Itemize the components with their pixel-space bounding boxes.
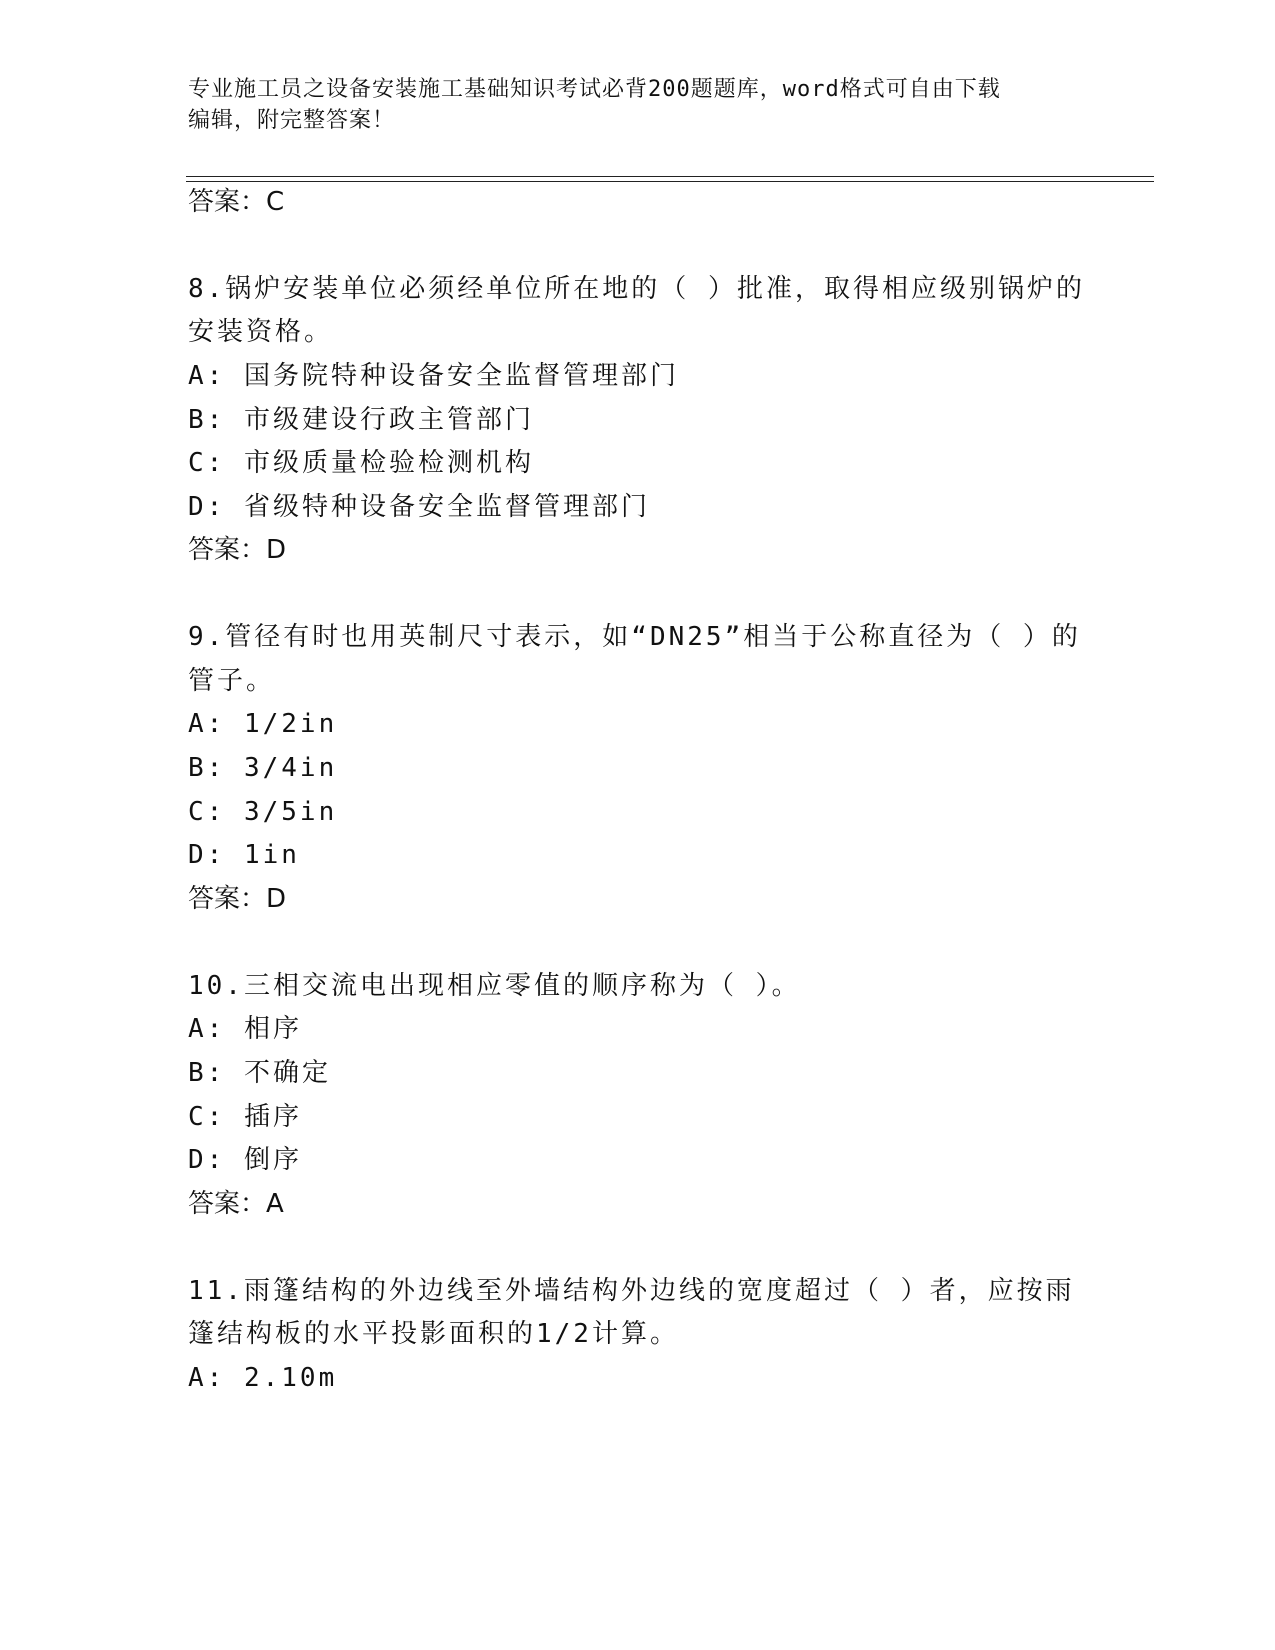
question-10-option-c: C: 插序 bbox=[188, 1102, 302, 1132]
question-11-stem-line-1: 11.雨篷结构的外边线至外墙结构外边线的宽度超过（ ）者，应按雨 bbox=[188, 1276, 1075, 1306]
question-10-stem-line-1: 10.三相交流电出现相应零值的顺序称为（ ）。 bbox=[188, 971, 801, 1001]
question-10-option-a: A: 相序 bbox=[188, 1014, 302, 1044]
question-8-answer: 答案：D bbox=[188, 535, 287, 565]
previous-answer: 答案：C bbox=[188, 187, 285, 217]
question-10-answer: 答案：A bbox=[188, 1189, 284, 1219]
question-9-option-d: D: 1in bbox=[188, 840, 300, 870]
question-8-stem-line-1: 8.锅炉安装单位必须经单位所在地的（ ）批准，取得相应级别锅炉的 bbox=[188, 274, 1085, 304]
question-8-option-b: B: 市级建设行政主管部门 bbox=[188, 405, 534, 435]
question-11-option-a: A: 2.10m bbox=[188, 1363, 338, 1393]
question-9-stem-line-1: 9.管径有时也用英制尺寸表示，如“DN25”相当于公称直径为（ ）的 bbox=[188, 622, 1081, 652]
question-8-option-d: D: 省级特种设备安全监督管理部门 bbox=[188, 492, 650, 522]
question-10-option-d: D: 倒序 bbox=[188, 1145, 302, 1175]
question-10-option-b: B: 不确定 bbox=[188, 1058, 331, 1088]
header-line-1: 专业施工员之设备安装施工基础知识考试必背200题题库，word格式可自由下载 bbox=[188, 77, 1001, 102]
question-9-option-a: A: 1/2in bbox=[188, 709, 338, 739]
question-9-answer: 答案：D bbox=[188, 884, 287, 914]
question-8-option-c: C: 市级质量检验检测机构 bbox=[188, 448, 534, 478]
question-8-option-a: A: 国务院特种设备安全监督管理部门 bbox=[188, 361, 679, 391]
header-divider-top bbox=[186, 176, 1154, 177]
question-9-option-c: C: 3/5in bbox=[188, 797, 338, 827]
question-8-stem-line-2: 安装资格。 bbox=[188, 317, 334, 347]
header-divider-bottom bbox=[186, 181, 1154, 182]
header-line-2: 编辑，附完整答案！ bbox=[188, 108, 396, 133]
question-9-stem-line-2: 管子。 bbox=[188, 666, 276, 696]
question-9-option-b: B: 3/4in bbox=[188, 753, 338, 783]
document-header bbox=[188, 74, 1068, 136]
question-11-stem-line-2: 篷结构板的水平投影面积的1/2计算。 bbox=[188, 1319, 679, 1349]
